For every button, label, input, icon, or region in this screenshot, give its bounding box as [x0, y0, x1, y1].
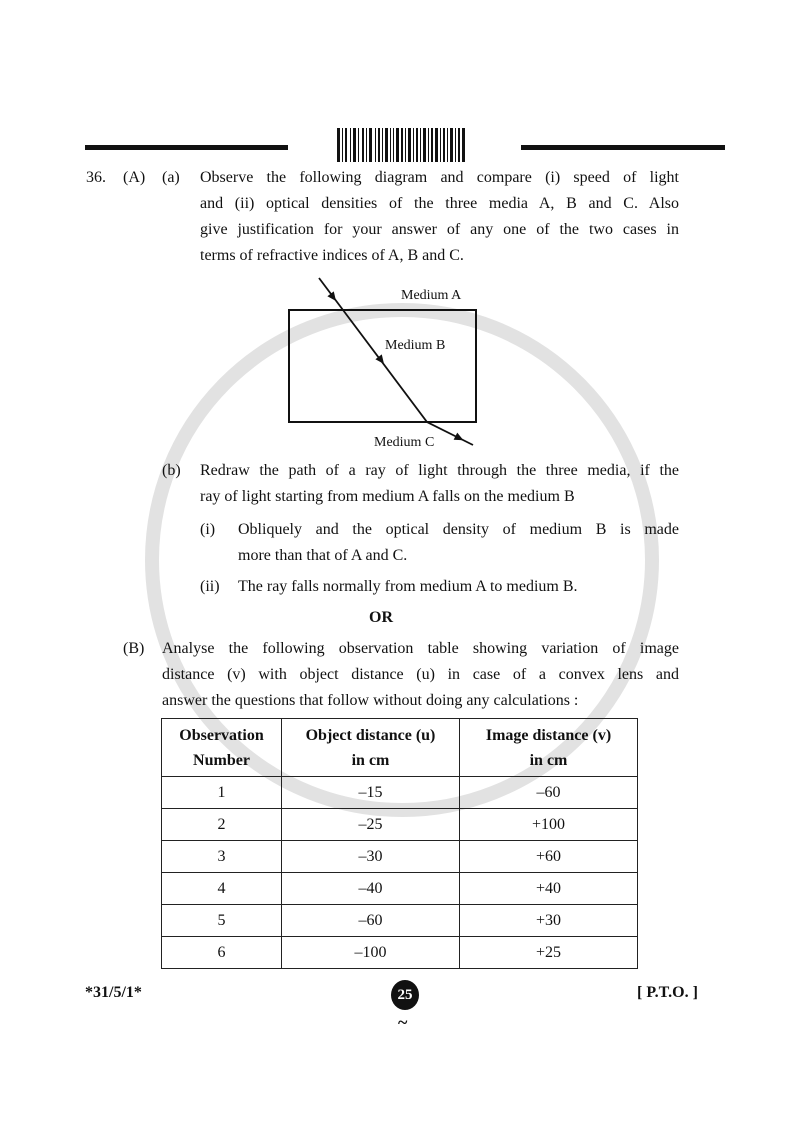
sub-a-text: [200, 165, 679, 269]
part-b-text: [162, 636, 679, 714]
cell: –100: [282, 937, 460, 969]
text-line: Observe the following diagram and compare (i) speed of light: [200, 169, 679, 186]
cell: –25: [282, 809, 460, 841]
cell: –60: [460, 777, 638, 809]
header-observation: Observation Number: [162, 719, 282, 777]
cell: +25: [460, 937, 638, 969]
sub-b-text: [200, 458, 679, 510]
question-number: 36.: [86, 169, 106, 186]
cell: 1: [162, 777, 282, 809]
cell: +60: [460, 841, 638, 873]
table-row: [162, 841, 638, 873]
paper-code: *31/5/1*: [85, 984, 142, 1001]
sub-a-label: (a): [162, 169, 180, 186]
sub-b-i-text: [238, 517, 679, 569]
text-line: terms of refractive indices of A, B and C.: [200, 247, 464, 264]
table-row: [162, 809, 638, 841]
text-line: more than that of A and C.: [238, 547, 408, 564]
text-line: ray of light starting from medium A falls on the medium B: [200, 488, 575, 505]
header-object-distance: Object distance (u) in cm: [282, 719, 460, 777]
text-line: distance (v) with object distance (u) in case of a convex lens and: [162, 666, 679, 683]
medium-b-block: [289, 310, 476, 422]
cell: 2: [162, 809, 282, 841]
label-medium-c: Medium C: [374, 435, 435, 450]
cell: 6: [162, 937, 282, 969]
cell: –60: [282, 905, 460, 937]
pto-label: [ P.T.O. ]: [637, 984, 698, 1001]
header-rule-right: [521, 145, 725, 150]
cell: +100: [460, 809, 638, 841]
cell: 3: [162, 841, 282, 873]
cell: –30: [282, 841, 460, 873]
sub-b-label: (b): [162, 462, 181, 479]
tilde-mark: ~: [398, 1012, 408, 1032]
table-row: [162, 937, 638, 969]
header-rule-left: [85, 145, 288, 150]
header-image-distance: Image distance (v) in cm: [460, 719, 638, 777]
cell: 4: [162, 873, 282, 905]
cell: 5: [162, 905, 282, 937]
text-line: Redraw the path of a ray of light through the three media, if the: [200, 462, 679, 479]
cell: –15: [282, 777, 460, 809]
table-row: [162, 873, 638, 905]
barcode: [337, 128, 465, 162]
label-medium-b: Medium B: [385, 338, 446, 353]
text-line: give justification for your answer of any one of the two cases in: [200, 221, 679, 238]
page-number: 25: [391, 980, 419, 1010]
sub-b-ii-label: (ii): [200, 578, 220, 595]
table-header-row: [162, 719, 638, 777]
text-line: and (ii) optical densities of the three media A, B and C. Also: [200, 195, 679, 212]
sub-b-i-label: (i): [200, 521, 216, 538]
text-line: Obliquely and the optical density of medium B is made: [238, 521, 679, 538]
label-medium-a: Medium A: [401, 288, 462, 303]
part-a-label: (A): [123, 169, 146, 186]
cell: +40: [460, 873, 638, 905]
arrow-icon: [454, 433, 466, 444]
or-divider: OR: [369, 609, 393, 626]
cell: –40: [282, 873, 460, 905]
observation-table: [161, 718, 638, 969]
text-line: Analyse the following observation table showing variation of image: [162, 640, 679, 657]
table-row: [162, 777, 638, 809]
part-b-label: (B): [123, 640, 145, 657]
table-row: [162, 905, 638, 937]
cell: +30: [460, 905, 638, 937]
sub-b-ii-text: The ray falls normally from medium A to medium B.: [238, 578, 578, 595]
text-line: answer the questions that follow without doing any calculations :: [162, 692, 579, 709]
